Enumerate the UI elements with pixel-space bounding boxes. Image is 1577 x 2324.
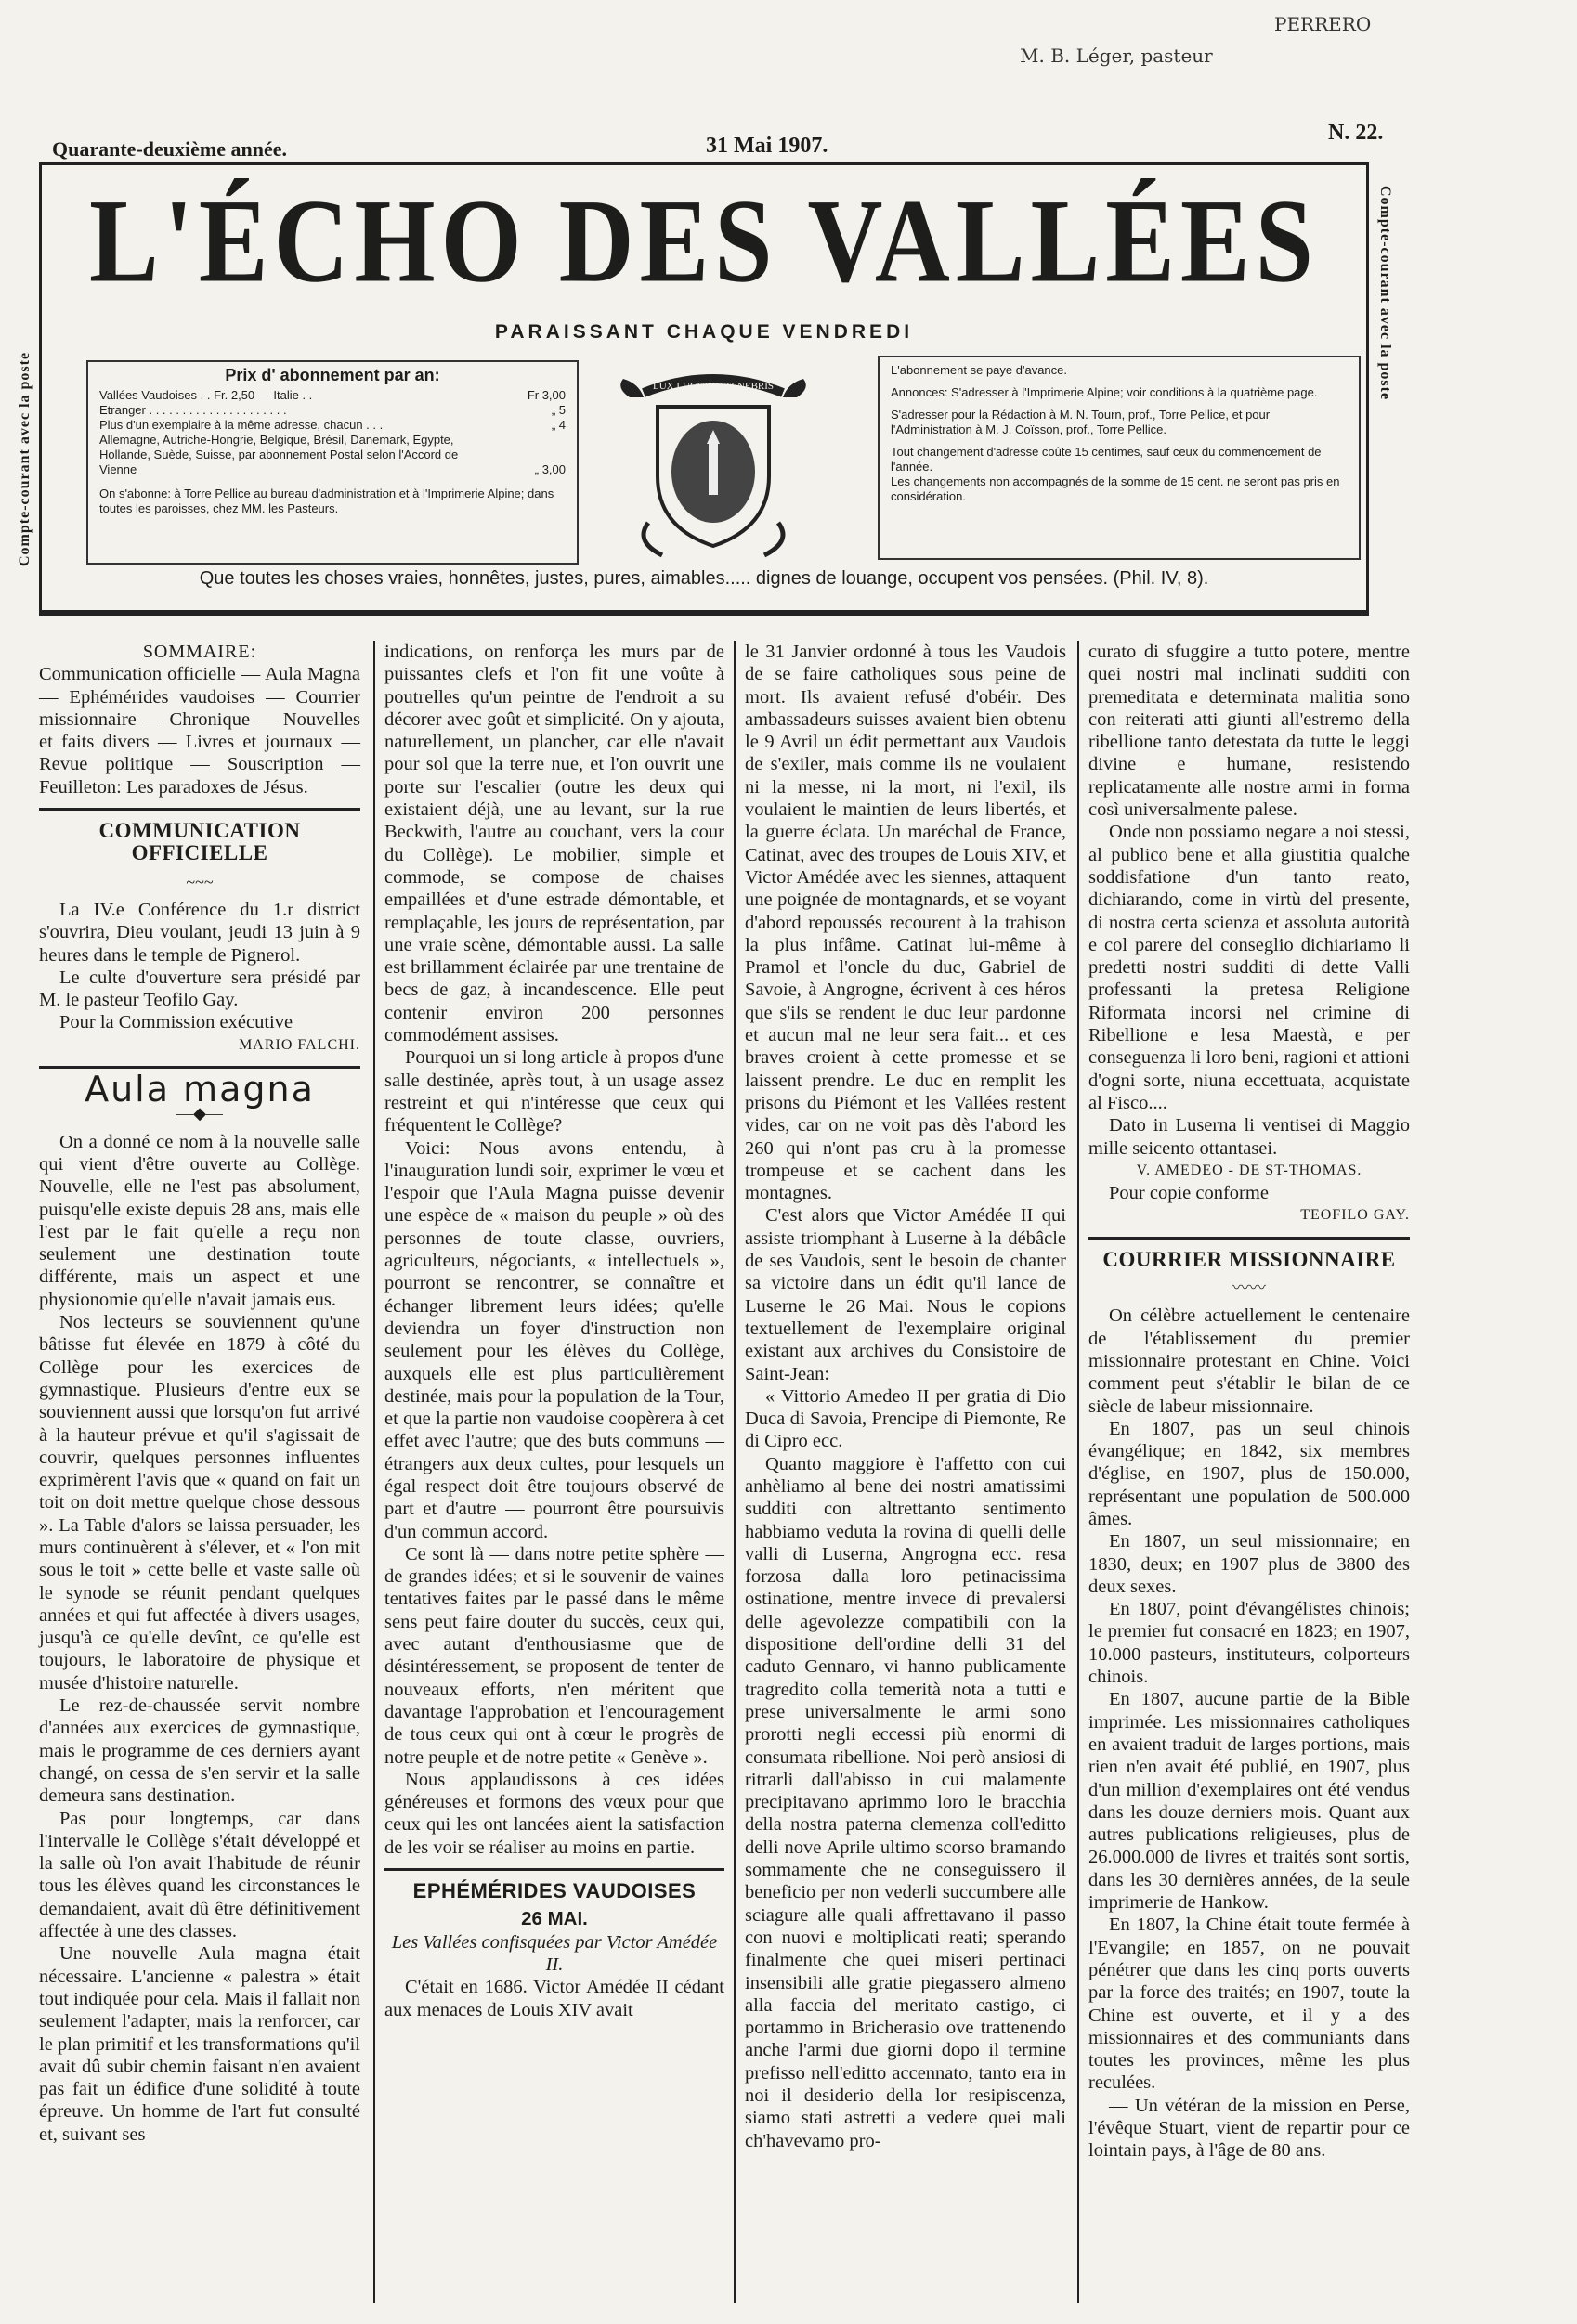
subscription-title: Prix d' abonnement par an: bbox=[225, 366, 440, 384]
owner-annotation: M. B. Léger, pasteur bbox=[1020, 45, 1213, 67]
paragraph: Pour la Commission exécutive bbox=[59, 1012, 293, 1033]
admin-box bbox=[878, 356, 1361, 560]
admin-line: Les changements non accompagnés de la somme de 15 cent. ne seront pas pris en considération. bbox=[891, 474, 1340, 503]
admin-line: S'adresser pour la Rédaction à M. N. Tourn, prof., Torre Pellice, et pour l'Administration à M. J. Coïsson, prof., Torre Pellice. bbox=[891, 408, 1271, 436]
paragraph: « Vittorio Amedeo II per gratia di Dio Duca di Savoia, Prencipe di Piemonte, Re di Cipro ecc. bbox=[745, 1385, 1066, 1452]
paragraph: Nos lecteurs se souviennent qu'une bâtisse fut élevée en 1879 à côté du Collège pour les exercices de gymnastique. Plusieurs d'entre eux se souviennent aussi que lorsqu'on fut arrivé à la hauteur prévue et qu'il s'agissait de couvrir, quelques personnes influentes exprimèrent l'avis que « quand on fait un toit on doit mettre quelque chose dessous ». La Table d'alors se laissa persuader, les murs continuèrent à s'élever, et « l'on mit sous le toit » cette belle et vaste salle où le synode se réunit pendant quelques années et qui fut affectée à divers usages, jusqu'à ce qu'elle devînt, ce qu'elle est toujours, le laboratoire de physique et musée d'histoire naturelle. bbox=[39, 1312, 360, 1694]
paragraph: C'est alors que Victor Amédée II qui assiste triomphant à Luserne à la débâcle de ses Vaudois, sent le besoin de chanter sa victoire dans un édit qu'il lance de Luserne le 26 Mai. Nous le copions textuellement de l'exemplaire original existant aux archives du Consistoire de Saint-Jean: bbox=[745, 1205, 1066, 1384]
signature: TEOFILO GAY. bbox=[1300, 1207, 1410, 1224]
paragraph: indications, on renforça les murs par de puissantes clefs et l'on fit une voûte à poutrelles qu'un peintre de l'endroit a su décorer avec goût et simplicité. On y ajouta, naturellement, un plancher, car elle n'avait pour sol que la terre nue, et l'on ouvrit une porte sur l'escalier (outre les deux qui existaient déjà, une au levant, sur la rue Beckwith, l'autre au couchant, vers la cour du Collège). Le mobilier, simple et commode, se compose de chaises empaillées et d'une estrade démontable, et remplaçable, les jours de représentation, par une vraie scène, démontable aussi. La salle est brillamment éclairée par une trentaine de becs de gaz, à incandescence. Elle peut contenir environ 200 personnes commodément assises. bbox=[384, 642, 724, 1046]
paragraph: Pourquoi un si long article à propos d'une salle destinée, après tout, à un usage assez restreint et qui n'intéresse que ceux qui fréquentent le Collège? bbox=[384, 1047, 724, 1136]
ornament-icon: —◆— bbox=[176, 1104, 223, 1123]
paragraph: curato di sfuggire a tutto potere, mentre quei nostri mal inclinati sudditi con premeditata e determinata malitia sono con reiterati atti giunti all'estremo della ribellione tanto detestata da tutte le leggi divine e humane, resistendo replicatamente alle nostre armi in forma così universalmente palese. bbox=[1088, 642, 1410, 821]
section-divider bbox=[384, 1868, 724, 1871]
aula-title: Aula magna bbox=[85, 1069, 315, 1110]
subscription-row: Etranger . . . . . . . . . . . . . . . . . . . . . „ 5 bbox=[99, 403, 566, 417]
subscription-box bbox=[86, 360, 579, 565]
paragraph: Le culte d'ouverture sera présidé par M. le pasteur Teofilo Gay. bbox=[39, 967, 360, 1011]
paragraph: — Un vétéran de la mission en Perse, l'évêque Stuart, vient de repartir pour ce lointain pays, à l'âge de 80 ans. bbox=[1088, 2095, 1410, 2162]
emblem-motto: LUX LUCET IN TENEBRIS bbox=[652, 381, 775, 392]
communication-title: COMMUNICATION OFFICIELLE bbox=[98, 819, 301, 865]
paragraph: Dato in Luserna li ventisei di Maggio mille seicento ottantasei. bbox=[1088, 1115, 1410, 1159]
column-rule bbox=[373, 641, 375, 2303]
masthead bbox=[39, 162, 1369, 613]
motto: Que toutes les choses vraies, honnêtes, justes, pures, aimables..... dignes de louange, occupent vos pensées. (Phil. IV, 8). bbox=[199, 568, 1209, 589]
newspaper-title: L'ÉCHO DES VALLÉES bbox=[89, 175, 1319, 308]
column-4 bbox=[1088, 641, 1410, 2162]
section-divider bbox=[1088, 1237, 1410, 1240]
paragraph: La IV.e Conférence du 1.r district s'ouvrira, Dieu voulant, jeudi 13 juin à 9 heures dans le temple de Pignerol. bbox=[39, 899, 360, 966]
ephemerides-subtitle: Les Vallées confisquées par Victor Amédée II. bbox=[391, 1931, 718, 1975]
subscription-row: Vallées Vaudoises . . Fr. 2,50 — Italie . . Fr 3,00 bbox=[99, 388, 566, 402]
ephemerides-title: EPHÉMÉRIDES VAUDOISES bbox=[412, 1879, 697, 1903]
paragraph: le 31 Janvier ordonné à tous les Vaudois de se faire catholiques sous peine de mort. Ils avaient refusé d'obéir. Des ambassadeurs suisses avaient bien obtenu le 9 Avril un édit permettant aux Vaudois de s'exiler, mais comme ils ne voulaient ni la messe, ni la mort, ni l'exil, ils voulaient le maintien de leurs libertés, et la guerre éclata. Un maréchal de France, Catinat, avec des troupes de Louis XIV, et Victor Amédée avec les siennes, attaquent une poignée de montagnards, et se voyant d'abord repoussés recourent à la trahison la plus infâme. Catinat lui-même à Pramol et l'oncle du duc, Gabriel de Savoie, à Angrogne, écrivent à ces héros que s'ils se rendent le duc leur pardonne et aucun mal ne leur sera fait... et ces braves croient à cette promesse et se laissent prendre. Le duc en remplit les prisons du Piémont et les Vallées restent vides, car on ne voit pas dès l'abord les 260 qui n'ont pas cru à la promesse trompeuse et se cachent dans les montagnes. bbox=[745, 642, 1066, 1204]
admin-line: Annonces: S'adresser à l'Imprimerie Alpine; voir conditions à la quatrième page. bbox=[891, 385, 1318, 399]
issue-number: N. 22. bbox=[1328, 121, 1384, 145]
emblem-icon bbox=[606, 356, 820, 569]
paragraph: En 1807, point d'évangélistes chinois; le premier fut consacré en 1823; en 1907, 10.000 pasteurs, instituteurs, colporteurs chinois. bbox=[1088, 1599, 1410, 1688]
paragraph: En 1807, la Chine était toute fermée à l'Evangile; en 1857, on ne pouvait pénétrer que dans les cinq ports ouverts par la force des traités; en 1907, toute la Chine est ouverte, et il y a des missionnaires et des communiants dans toutes les provinces, même les plus reculées. bbox=[1088, 1915, 1410, 2094]
paragraph: Onde non possiamo negare a noi stessi, al publico bene et alla giustitia qualche soddisfatione d'un tanto reato, dichiarando, come in virtù del presente, di nostra certa scienza et assoluta autorità e col parere del conseglio dichiariamo li predetti nostri sudditi di dette Valli professanti la pretesa Religione Riformata incorsi nel crimine di Ribellione e lesa Maestà, e per conseguenza li loro beni, ragioni et attioni d'ogni sorte, niuna eccettuata, acquistate al Fisco.... bbox=[1088, 822, 1410, 1113]
column-3 bbox=[745, 641, 1066, 2152]
side-text-right: Compte-courant avec la poste bbox=[1377, 186, 1393, 401]
paragraph: En 1807, aucune partie de la Bible imprimée. Les missionnaires catholiques en avaient traduit de larges portions, mais rien n'en avait été publié, en 1907, plus d'un million d'exemplaires ont été vendus dans les douze derniers mois. Quant aux autres publications religieuses, plus de 26.000.000 de livres et traités sont sortis, dans les 30 dernières années, de la seule imprimerie de Hankow. bbox=[1088, 1689, 1410, 1914]
admin-line: L'abonnement se paye d'avance. bbox=[891, 363, 1067, 377]
courrier-title: COURRIER MISSIONNAIRE bbox=[1102, 1247, 1396, 1271]
paragraph: Quanto maggiore è l'affetto con cui anhèliamo al bene dei nostri amatissimi sudditi con altrettanto sentimento habbiamo veduta la rovina di quelli delle valli di Luserna, Angrogna ecc. resa forzosa dalla loro petinacissima ostinatione, mentre invece di prevalersi delle agevolezze compatibili con la dispositione dell'ordine delli 31 del caduto Gennaro, vi hanno publicamente tragredito colla temerità nota a tutti e prese universalmente le armi sono prorotti negli eccessi più enormi di consumata ribellione. Noi però ansiosi di ritrarli dall'abisso in cui malamente precipitavano aprimmo loro le bracchia della nostra paterna clemenza coll'editto delli nove Aprile ultimo scorso bramando sommamente che ne conseguissero il beneficio per non vederli succumbere alle sciagure alle quali affrettavano il passo con nuovi e moltiplicati reati; sperando finalmente che quei miseri pertinaci insensibili alle gratie piegassero almeno alla faccia del meritato castigo, ci portammo in Bricherasio ove trattenendo anche l'armi due giorni dopo il termine prefisso nell'editto accennato, tanto era in noi il desiderio della lor resipiscenza, siamo stati astretti a vedere quei mali ch'havevamo pro- bbox=[745, 1453, 1066, 2151]
column-2 bbox=[384, 641, 724, 2021]
signature: V. AMEDEO - DE ST-THOMAS. bbox=[1136, 1162, 1362, 1178]
newspaper-subtitle: PARAISSANT CHAQUE VENDREDI bbox=[494, 321, 914, 343]
ephemerides-date: 26 MAI. bbox=[521, 1908, 588, 1930]
paragraph: Voici: Nous avons entendu, à l'inauguration lundi soir, exprimer le vœu et l'espoir que l'Aula Magna puisse devenir une espèce de « maison du peuple » où des personnes de toute classe, ouvriers, agriculteurs, négociants, « intellectuels », pourront se rencontrer, se connaître et échanger librement leurs idées; qu'elle deviendra un foyer d'instruction non seulement pour les élèves du Collège, auxquels elle est plus particulièrement destinée, mais pour la population de la Tour, et que la partie non vaudoise coopèrera à cet effet avec l'autre; que des buts communs — étrangers aux deux cultes, pour lesquels un égal respect doit être toujours observé de part et d'autre — pourront être poursuivis d'un commun accord. bbox=[384, 1137, 724, 1542]
paragraph: Pas pour longtemps, car dans l'intervalle le Collège s'était développé et la salle où l'on avait l'habitude de réunir tous les élèves quand les circonstances le demandaient, avait dû être définitivement affectée à une des classes. bbox=[39, 1808, 360, 1942]
paragraph: C'était en 1686. Victor Amédée II cédant aux menaces de Louis XIV avait bbox=[384, 1977, 724, 2020]
subscription-row: Plus d'un exemplaire à la même adresse, chacun . . . „ 4 bbox=[99, 418, 566, 432]
paragraph: En 1807, pas un seul chinois évangélique; en 1842, six membres d'église, en 1907, plus de 150.000, représentant une population de 500.000 âmes. bbox=[1088, 1418, 1410, 1529]
subscription-row: Allemagne, Autriche-Hongrie, Belgique, Brésil, Danemark, Egypte, Hollande, Suède, Suisse, par abonnement Postal selon l'Accord de Vienne „ 3,00 bbox=[99, 433, 566, 476]
sommaire-text: Communication officielle — Aula Magna — Ephémérides vaudoises — Courrier missionnaire — Chronique — Nouvelles et faits divers — Livres et journaux — Revue politique — Souscription — Feuilleton: Les paradoxes de Jésus. bbox=[39, 664, 360, 798]
ornament-icon: ~~~ bbox=[186, 872, 214, 891]
paragraph: On a donné ce nom à la nouvelle salle qui vient d'être ouverte au Collège. Nouvelle, elle ne l'est pas absolument, puisqu'elle existe depuis 28 ans, mais elle l'est par le fait qu'elle a reçu non seulement une destination toute différente, mais un aspect et une physionomie qu'elle n'avait jamais eus. bbox=[39, 1131, 360, 1310]
paragraph: Nous applaudissons à ces idées généreuses et formons des vœux pour que ceux qui les ont lancées aient la satisfaction de les voir se réaliser au moins en partie. bbox=[384, 1769, 724, 1858]
paragraph: On célèbre actuellement le centenaire de l'établissement du premier missionnaire protestant en Chine. Voici comment peut s'établir le bilan de ce siècle de labeur missionnaire. bbox=[1088, 1305, 1410, 1417]
issue-date: 31 Mai 1907. bbox=[706, 134, 828, 158]
place-annotation: PERRERO bbox=[1274, 13, 1372, 35]
ornament-icon: 〰〰 bbox=[1232, 1279, 1266, 1298]
signature: MARIO FALCHI. bbox=[239, 1036, 360, 1053]
paragraph: Une nouvelle Aula magna était nécessaire. L'ancienne « palestra » était tout indiquée pour cela. Mais il fallait non seulement l'adapter, mais la renforcer, car le plan primitif et les transformations qu'il avait dû subir chemin faisant n'en avaient pas fait un édifice d'une solidité à toute épreuve. Un homme de l'art fut consulté et, suivant ses bbox=[39, 1943, 360, 2145]
admin-line: Tout changement d'adresse coûte 15 centimes, sauf ceux du commencement de l'année. bbox=[891, 445, 1322, 474]
header-divider bbox=[39, 613, 1369, 616]
year-label: Quarante-deuxième année. bbox=[52, 137, 287, 161]
paragraph: Pour copie conforme bbox=[1109, 1183, 1269, 1204]
paragraph: Le rez-de-chaussée servit nombre d'années aux exercices de gymnastique, mais le programme de ces derniers ayant changé, on cessa de s'en servir et la salle demeura sans destination. bbox=[39, 1695, 360, 1807]
section-divider bbox=[39, 808, 360, 811]
column-rule bbox=[1077, 641, 1079, 2303]
column-rule bbox=[734, 641, 736, 2303]
paragraph: Ce sont là — dans notre petite sphère — de grandes idées; et si le souvenir de vaines tentatives faites par le passé dans le même sens peut faire douter du succès, ceux qui, avec autant d'enthousiasme que de désintéressement, se proposent de tenter de nouveaux efforts, n'en méritent que davantage l'approbation et l'encouragement de tous ceux qui ont à cœur le progrès de notre peuple et de notre petite « Genève ». bbox=[384, 1543, 724, 1768]
paragraph: En 1807, un seul missionnaire; en 1830, deux; en 1907 plus de 3800 des deux sexes. bbox=[1088, 1531, 1410, 1597]
side-text-left: Compte-courant avec la poste bbox=[17, 351, 33, 566]
sommaire-title: SOMMAIRE: bbox=[142, 642, 257, 662]
emblem bbox=[606, 356, 820, 569]
column-1 bbox=[39, 641, 360, 2146]
subscription-note: On s'abonne: à Torre Pellice au bureau d'administration et à l'Imprimerie Alpine; dans toutes les paroisses, chez MM. les Pasteurs. bbox=[99, 487, 554, 515]
